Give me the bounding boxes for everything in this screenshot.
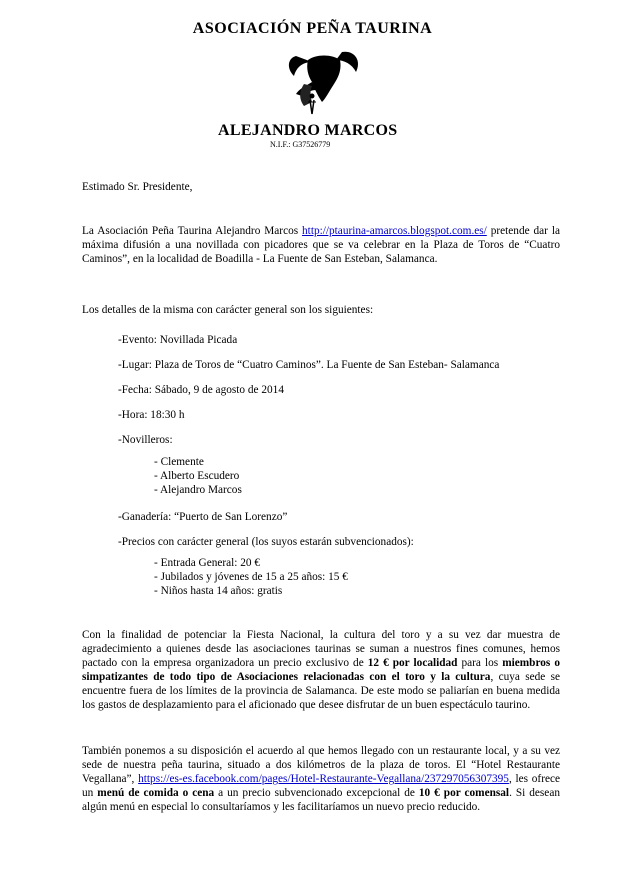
detail-evento: -Evento: Novillada Picada [118,334,238,346]
offer-paragraph [82,628,560,712]
intro-text-a: La Asociación Peña Taurina Alejandro Marcos [82,225,303,237]
facebook-link[interactable]: https://es-es.facebook.com/pages/Hotel-Restaurante-Vegallana/237297056307395 [138,773,509,785]
detail-lugar: -Lugar: Plaza de Toros de “Cuatro Caminos”. La Fuente de San Esteban- Salamanca [118,359,500,371]
details-intro: Los detalles de la misma con carácter general son los siguientes: [82,304,374,316]
detail-ganaderia: -Ganadería: “Puerto de San Lorenzo” [118,511,288,523]
intro-text-b: pretende dar la máxima difusión a una novillada con picadores que se va celebrar en la Plaza de Toros de “Cuatro Caminos”, en la localidad de Boadilla - La Fuente de San Esteban, Salamanca. [82,225,560,265]
restaurant-text: , les ofrece un [82,773,560,799]
novillero-item: - Clemente [154,456,204,468]
restaurant-text: a un precio subvencionado excepcional de [214,787,419,799]
restaurant-paragraph [82,744,560,814]
detail-hora: -Hora: 18:30 h [118,409,185,421]
restaurant-text: . Si desean algún menú en especial lo consultaríamos y les facilitaríamos un nuevo precio reducido. [82,787,560,813]
detail-precios-label: -Precios con carácter general (los suyos estarán subvencionados): [118,536,414,548]
association-title: ASOCIACIÓN PEÑA TAURINA [192,20,433,37]
menu-price-highlight: 10 € por comensal [418,787,510,799]
nif-number: N.I.F.: G37526779 [270,140,331,149]
price-item: - Jubilados y jóvenes de 15 a 25 años: 15 € [154,571,348,583]
offer-text: para los [457,657,503,669]
restaurant-text: También ponemos a su disposición el acuerdo al que hemos llegado con un restaurante local, y a su vez sede de nuestra peña taurina, situado a dos kilómetros de la plaza de toros. El “Hotel Restaurante Vegallana”, [82,745,560,785]
novillero-item: - Alberto Escudero [154,470,240,482]
bull-logo [282,38,362,116]
offer-price-highlight: 12 € por localidad [367,657,458,669]
detail-fecha: -Fecha: Sábado, 9 de agosto de 2014 [118,384,284,396]
offer-text: , cuya sede se encuentre fuera de los límites de la provincia de Salamanca. De este modo se paliarían en buena medida los gastos de desplazamiento para el aficionado que desee disfrutar de un buen espectáculo taurino. [82,671,560,711]
intro-paragraph [82,224,560,266]
blog-link[interactable]: http://ptaurina-amarcos.blogspot.com.es/ [302,225,487,237]
person-name: ALEJANDRO MARCOS [218,122,398,139]
price-item: - Entrada General: 20 € [154,557,261,569]
offer-audience-highlight: miembros o simpatizantes de todo tipo de Asociaciones relacionadas con el toro y la cultura [82,657,560,683]
novillero-item: - Alejandro Marcos [154,484,242,496]
offer-text: Con la finalidad de potenciar la Fiesta Nacional, la cultura del toro y a su vez dar muestra de agradecimiento a quienes desde las asociaciones taurinas se suman a nuestros fines comunes, hemos pactado con la empresa organizadora un precio exclusivo de [82,629,560,669]
price-item: - Niños hasta 14 años: gratis [154,585,283,597]
menu-highlight: menú de comida o cena [97,787,215,799]
greeting: Estimado Sr. Presidente, [82,181,193,193]
detail-novilleros-label: -Novilleros: [118,434,173,446]
